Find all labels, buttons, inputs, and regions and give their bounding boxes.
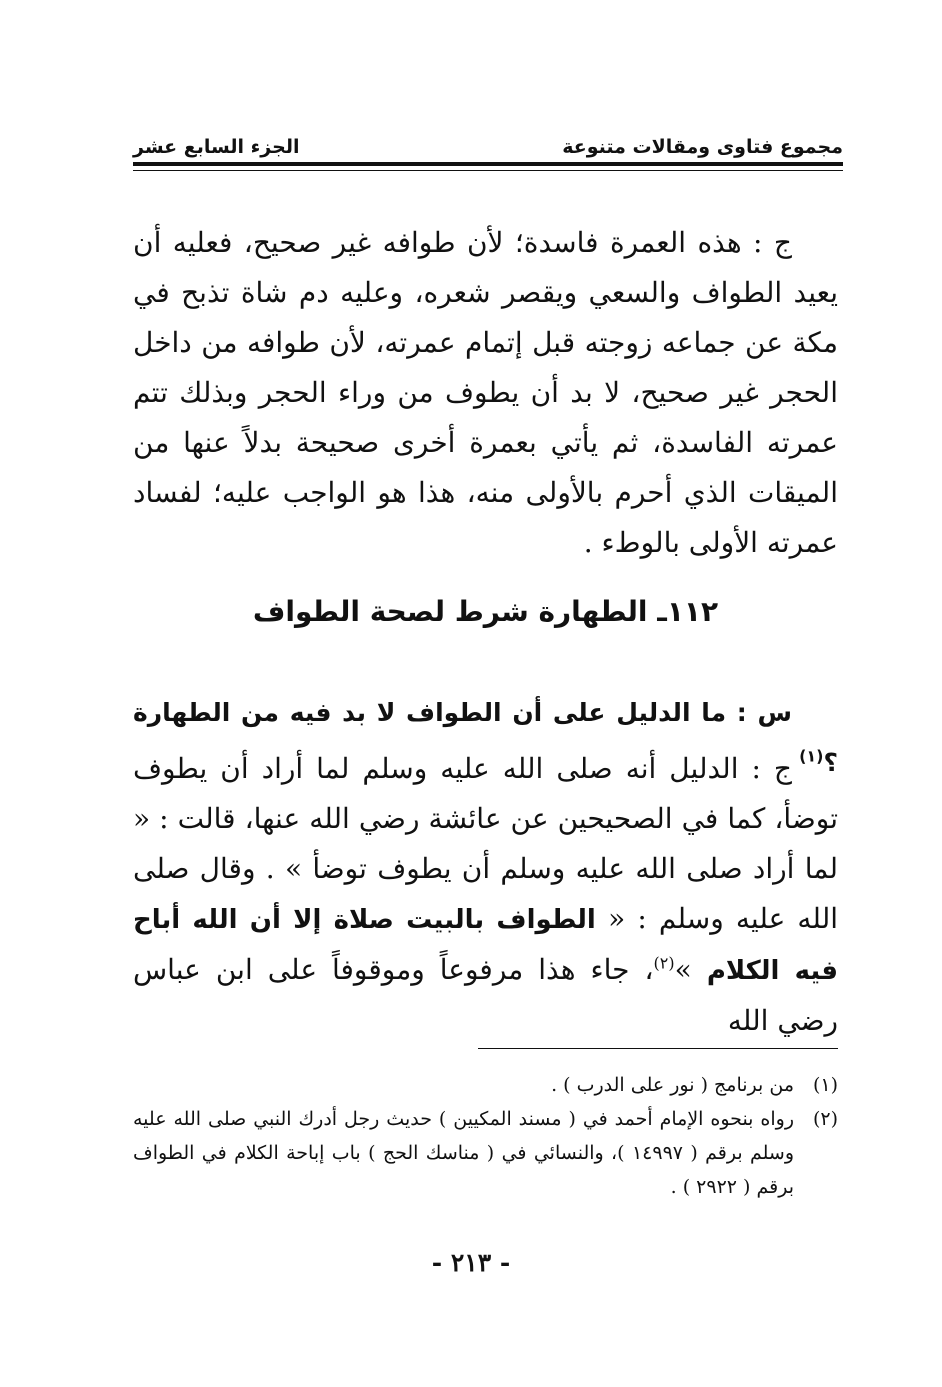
section-title: ١١٢ـ الطهارة شرط لصحة الطواف xyxy=(252,595,719,628)
footnote-number: (١) xyxy=(812,1074,838,1096)
book-title: مجموع فتاوى ومقالات متنوعة xyxy=(562,136,843,158)
answer-paragraph-1 xyxy=(133,218,838,568)
header-rule-thin xyxy=(133,170,843,171)
footnote-number: (٢) xyxy=(812,1108,838,1130)
answer-paragraph-2 xyxy=(133,744,838,1046)
footnote-separator xyxy=(478,1048,838,1049)
running-header xyxy=(133,122,843,158)
hadith-close-quote: » xyxy=(674,953,692,986)
footnotes xyxy=(133,1068,838,1204)
footnote-item xyxy=(133,1102,838,1204)
answer-2-text-start: ج : الدليل أنه صلى الله عليه وسلم لما أراد أن يطوف توضأ، كما في الصحيحين عن عائشة رضي الله عنها، قالت : « لما أراد صلى الله عليه وسلم أن يطوف توضأ » . وقال صلى الله عليه وسلم : « xyxy=(133,752,838,935)
footnote-item xyxy=(133,1068,838,1102)
answer-1-text: ج : هذه العمرة فاسدة؛ لأن طوافه غير صحيح، فعليه أن يعيد الطواف والسعي ويقصر شعره، وعليه دم شاة تذبح في مكة عن جماعه زوجته قبل إتمام عمرته، لأن طوافه من داخل الحجر غير صحيح، لا بد أن يطوف من وراء الحجر وبذلك تتم عمرته الفاسدة، ثم يأتي بعمرة أخرى صحيحة بدلاً عنها من الميقات الذي أحرم بالأولى منه، هذا هو الواجب عليه؛ لفساد عمرته الأولى بالوطء . xyxy=(133,226,838,559)
volume-label: الجزء السابع عشر xyxy=(133,136,300,158)
footnote-text: من برنامج ( نور على الدرب ) . xyxy=(551,1074,794,1096)
footnote-text: رواه بنحوه الإمام أحمد في ( مسند المكيين ) حديث رجل أدرك النبي صلى الله عليه وسلم برقم ( ١٤٩٩٧ )، والنسائي في ( مناسك الحج ) باب إباحة الكلام في الطواف برقم ( ٢٩٢٢ ) . xyxy=(133,1108,795,1198)
question-text: س : ما الدليل على أن الطواف لا بد فيه من الطهارة ؟ xyxy=(133,698,838,777)
hadith-quote: الطواف بالبيت صلاة إلا أن الله أباح فيه الكلام xyxy=(133,905,838,986)
answer-2-text-end: ، جاء هذا مرفوعاً وموقوفاً على ابن عباس رضي الله xyxy=(133,953,838,1037)
footnote-ref-1[interactable]: (١) xyxy=(799,746,824,766)
header-rule xyxy=(133,162,843,166)
footnote-ref-2[interactable]: (٢) xyxy=(653,953,675,973)
page-number: - ٢١٣ - xyxy=(431,1248,511,1277)
